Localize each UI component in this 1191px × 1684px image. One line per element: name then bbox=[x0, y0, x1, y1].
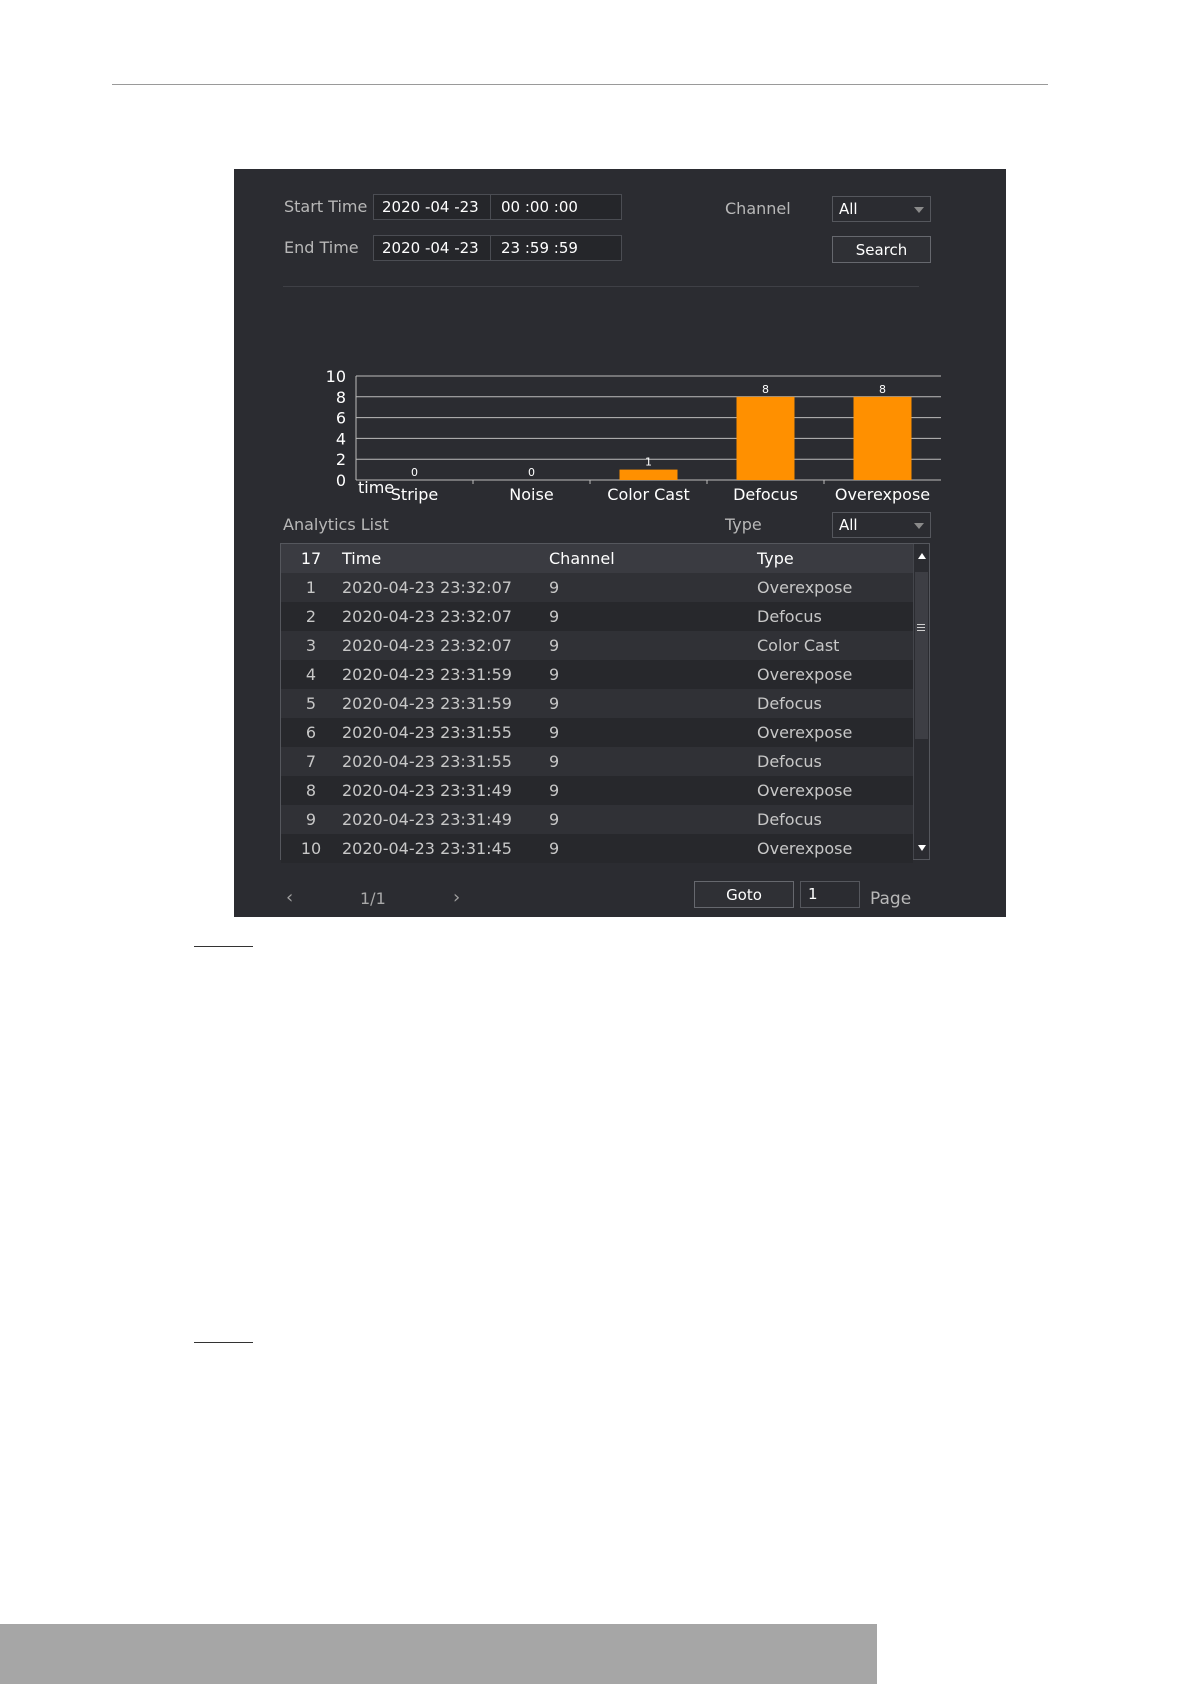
x-category-label: Defocus bbox=[733, 485, 798, 504]
row-type: Defocus bbox=[757, 694, 822, 713]
footer-bar bbox=[0, 1624, 877, 1684]
row-time: 2020-04-23 23:31:59 bbox=[342, 665, 512, 684]
x-category-label: Overexpose bbox=[834, 485, 931, 504]
row-time: 2020-04-23 23:32:07 bbox=[342, 607, 512, 626]
scroll-down-icon[interactable] bbox=[914, 840, 929, 855]
header-count: 17 bbox=[300, 549, 322, 568]
row-number: 9 bbox=[305, 810, 317, 829]
row-number: 4 bbox=[305, 665, 317, 684]
row-type: Color Cast bbox=[757, 636, 840, 655]
header-time[interactable]: Time bbox=[342, 549, 382, 568]
y-tick-label: 4 bbox=[335, 429, 346, 449]
row-channel: 9 bbox=[549, 723, 560, 742]
row-channel: 9 bbox=[549, 752, 560, 771]
row-type: Defocus bbox=[757, 752, 822, 771]
x-category-label: Stripe bbox=[390, 485, 439, 504]
scroll-up-icon[interactable] bbox=[914, 548, 929, 563]
row-type: Overexpose bbox=[757, 665, 853, 684]
row-number: 5 bbox=[305, 694, 317, 713]
page-label: Page bbox=[870, 889, 912, 909]
bar-value-label: 1 bbox=[645, 455, 652, 469]
y-tick-label: 2 bbox=[335, 450, 346, 470]
table-row[interactable] bbox=[281, 718, 913, 747]
x-category-label: Noise bbox=[509, 485, 554, 504]
start-time-value[interactable]: 00 :00 :00 bbox=[501, 198, 578, 216]
row-number: 3 bbox=[305, 636, 317, 655]
type-filter-label: Type bbox=[725, 515, 762, 534]
row-time: 2020-04-23 23:31:49 bbox=[342, 781, 512, 800]
note-rule bbox=[194, 1342, 253, 1343]
row-type: Overexpose bbox=[757, 781, 853, 800]
table-row[interactable] bbox=[281, 602, 913, 631]
row-channel: 9 bbox=[549, 578, 560, 597]
row-time: 2020-04-23 23:31:59 bbox=[342, 694, 512, 713]
goto-button[interactable]: Goto bbox=[694, 881, 794, 908]
table-row[interactable] bbox=[281, 660, 913, 689]
end-time-value[interactable]: 23 :59 :59 bbox=[501, 239, 578, 257]
row-channel: 9 bbox=[549, 839, 560, 858]
analytics-list-title: Analytics List bbox=[283, 515, 389, 534]
x-category-label: Color Cast bbox=[607, 485, 690, 504]
row-type: Overexpose bbox=[757, 578, 853, 597]
y-tick-label: 8 bbox=[335, 387, 346, 407]
search-button[interactable]: Search bbox=[832, 236, 931, 263]
row-channel: 9 bbox=[549, 607, 560, 626]
y-tick-label: 10 bbox=[325, 367, 346, 386]
page-number-input[interactable]: 1 bbox=[800, 881, 860, 908]
row-channel: 9 bbox=[549, 781, 560, 800]
end-time-field[interactable] bbox=[373, 235, 622, 261]
page-info: 1/1 bbox=[360, 889, 386, 908]
row-time: 2020-04-23 23:32:07 bbox=[342, 578, 512, 597]
analytics-table bbox=[280, 543, 930, 860]
row-number: 6 bbox=[305, 723, 317, 742]
filter-divider bbox=[283, 286, 919, 287]
row-time: 2020-04-23 23:31:55 bbox=[342, 752, 512, 771]
row-number: 1 bbox=[305, 578, 317, 597]
channel-select-value: All bbox=[839, 200, 858, 218]
channel-label: Channel bbox=[725, 199, 791, 218]
row-type: Defocus bbox=[757, 810, 822, 829]
chevron-down-icon bbox=[914, 207, 924, 213]
row-channel: 9 bbox=[549, 694, 560, 713]
bar-value-label: 8 bbox=[879, 382, 886, 396]
start-time-field[interactable] bbox=[373, 194, 622, 220]
table-scrollbar[interactable] bbox=[913, 544, 929, 859]
end-time-label: End Time bbox=[284, 238, 359, 257]
y-tick-label: 6 bbox=[335, 408, 346, 428]
chevron-right-icon[interactable]: › bbox=[453, 887, 461, 908]
start-date-value[interactable]: 2020 -04 -23 bbox=[374, 195, 491, 219]
table-row[interactable] bbox=[281, 834, 913, 863]
table-row[interactable] bbox=[281, 631, 913, 660]
bar-value-label: 0 bbox=[411, 466, 418, 479]
table-row[interactable] bbox=[281, 805, 913, 834]
row-time: 2020-04-23 23:32:07 bbox=[342, 636, 512, 655]
bar bbox=[737, 397, 795, 480]
row-type: Overexpose bbox=[757, 723, 853, 742]
table-row[interactable] bbox=[281, 689, 913, 718]
row-time: 2020-04-23 23:31:49 bbox=[342, 810, 512, 829]
table-row[interactable] bbox=[281, 747, 913, 776]
row-type: Overexpose bbox=[757, 839, 853, 858]
row-number: 8 bbox=[305, 781, 317, 800]
table-row[interactable] bbox=[281, 776, 913, 805]
row-channel: 9 bbox=[549, 810, 560, 829]
row-type: Defocus bbox=[757, 607, 822, 626]
row-number: 10 bbox=[300, 839, 322, 858]
page-header-rule bbox=[112, 84, 1048, 85]
row-number: 7 bbox=[305, 752, 317, 771]
bar-value-label: 0 bbox=[528, 466, 535, 479]
row-time: 2020-04-23 23:31:45 bbox=[342, 839, 512, 858]
type-select[interactable] bbox=[832, 512, 931, 538]
end-date-value[interactable]: 2020 -04 -23 bbox=[374, 236, 491, 260]
row-channel: 9 bbox=[549, 665, 560, 684]
type-select-value: All bbox=[839, 516, 858, 534]
bar bbox=[854, 397, 912, 480]
channel-select[interactable] bbox=[832, 196, 931, 222]
bar bbox=[620, 470, 678, 480]
table-header bbox=[281, 544, 913, 573]
chevron-left-icon[interactable]: ‹ bbox=[286, 887, 294, 908]
y-tick-label: 0 bbox=[335, 471, 346, 490]
grip-icon bbox=[917, 624, 925, 633]
row-channel: 9 bbox=[549, 636, 560, 655]
bar-value-label: 8 bbox=[762, 382, 769, 396]
header-type[interactable]: Type bbox=[757, 549, 794, 568]
start-time-label: Start Time bbox=[284, 197, 368, 216]
row-time: 2020-04-23 23:31:55 bbox=[342, 723, 512, 742]
table-row[interactable] bbox=[281, 573, 913, 602]
row-number: 2 bbox=[305, 607, 317, 626]
note-rule bbox=[194, 946, 253, 947]
y-axis-label: time bbox=[358, 478, 395, 497]
header-channel[interactable]: Channel bbox=[549, 549, 615, 568]
scroll-thumb[interactable] bbox=[915, 572, 928, 739]
chevron-down-icon bbox=[914, 523, 924, 529]
video-analytics-panel bbox=[234, 169, 1006, 917]
